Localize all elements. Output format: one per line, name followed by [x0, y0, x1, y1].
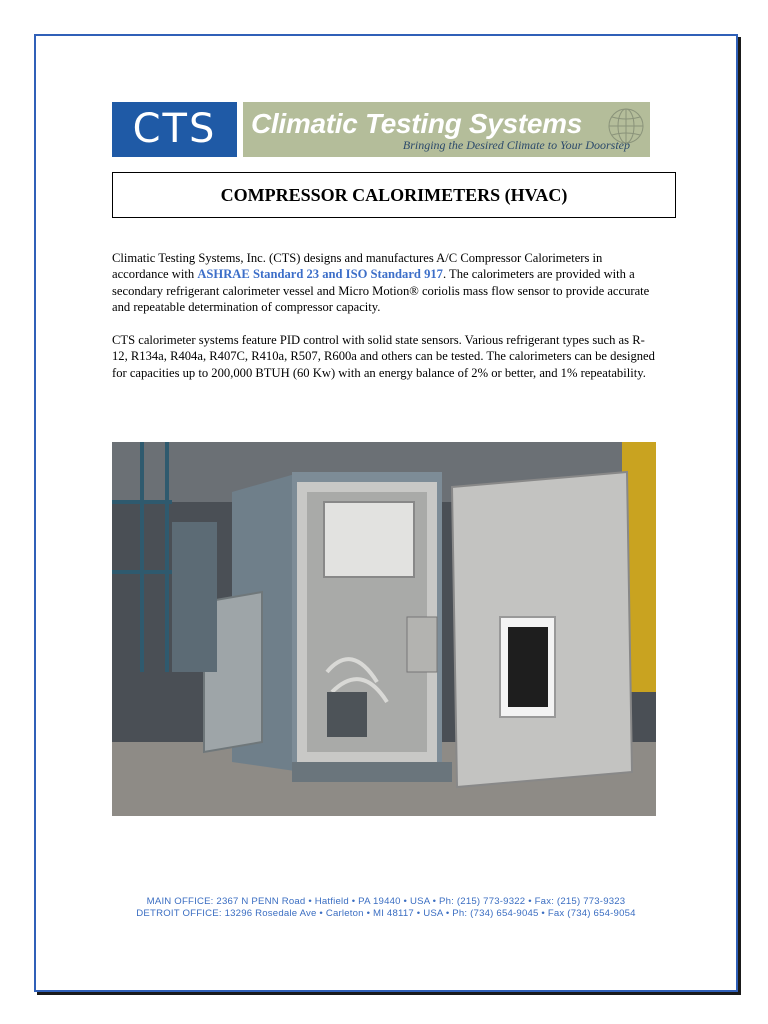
cts-logo	[112, 102, 650, 157]
footer-detroit-office: DETROIT OFFICE: 13296 Rosedale Ave • Carleton • MI 48117 • USA • Ph: (734) 654-9045 • Fax (734) 654-9054	[136, 908, 636, 919]
calorimeter-photo	[112, 442, 656, 816]
features-paragraph: CTS calorimeter systems feature PID control with solid state sensors. Various refrigerant types such as R-12, R134a, R404a, R407C, R410a, R507, R600a and others can be tested. The calorimeters can be designed for capacities up to 200,000 BTUH (60 Kw) with an energy balance of 2% or better, and 1% repeatability.	[112, 333, 655, 380]
intro-text-end: . The calorimeters are provided with a secondary refrigerant calorimeter vessel and Micro Motion® coriolis mass flow sensor to provide accurate and repeatable determination of compressor capacity.	[112, 267, 650, 315]
intro-paragraph	[112, 250, 657, 316]
footer-main-office: MAIN OFFICE: 2367 N PENN Road • Hatfield • PA 19440 • USA • Ph: (215) 773-9322 • Fax: (215) 773-9323	[146, 896, 626, 907]
globe-icon	[606, 106, 646, 146]
intro-text-start: Climatic Testing Systems, Inc. (CTS) designs and manufactures A/C Compressor Calorimeters in accordance with	[112, 251, 603, 282]
page-title: COMPRESSOR CALORIMETERS (HVAC)	[112, 172, 676, 218]
logo-tagline: Bringing the Desired Climate to Your Doorstep	[402, 138, 630, 152]
logo-company-name: Climatic Testing Systems	[251, 108, 582, 139]
logo-banner	[243, 102, 650, 157]
standards-highlight: ASHRAE Standard 23 and ISO Standard 917	[197, 267, 443, 282]
logo-abbreviation: CTS	[112, 102, 237, 157]
